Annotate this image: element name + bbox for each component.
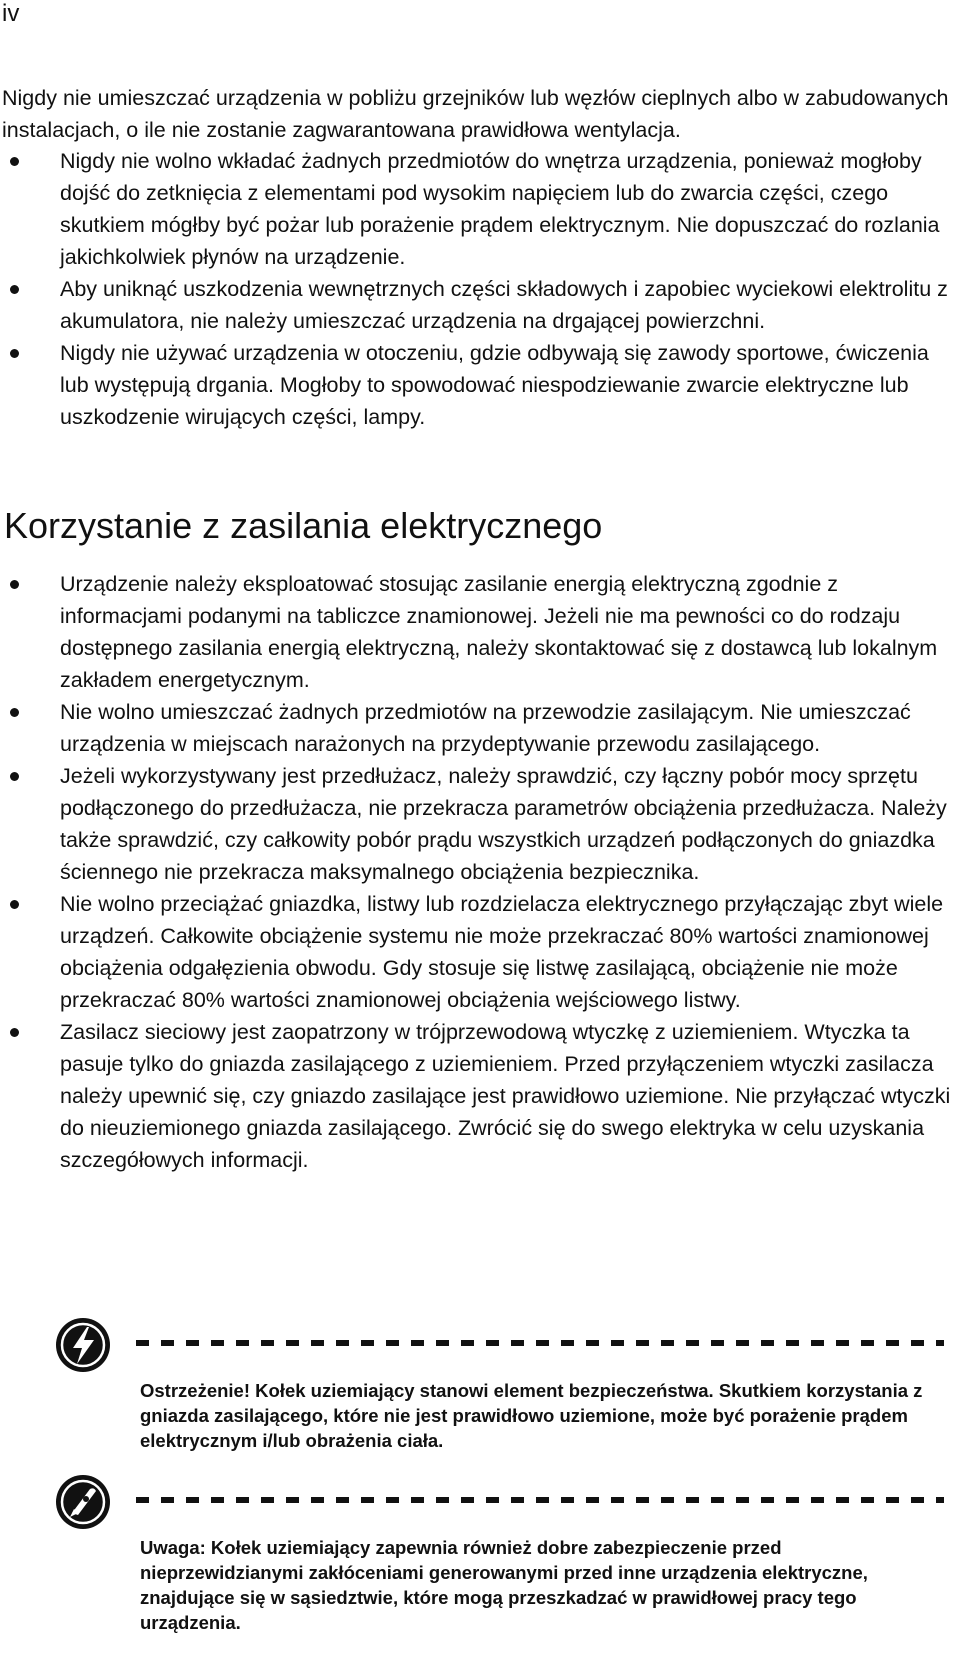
bullet-icon (10, 708, 19, 717)
lightning-bolt-icon (56, 1318, 110, 1372)
list-item (0, 760, 955, 888)
bullet-icon (10, 900, 19, 909)
list-item-text: Nie wolno przeciążać gniazdka, listwy lub rozdzielacza elektrycznego przyłączając zbyt wiele urządzeń. Całkowite obciążenie systemu nie może przekraczać 80% wartości znamionowej obciążenia odgałęzienia obwodu. Gdy stosuje się listwę zasilającą, obciążenie nie może przekraczać 80% wartości znamionowej obciążenia wejściowego listwy. (60, 892, 944, 1012)
bullet-icon (10, 285, 19, 294)
bullet-icon (10, 349, 19, 358)
list-item-text: Urządzenie należy eksploatować stosując zasilanie energią elektryczną zgodnie z informacjami podanymi na tabliczce znamionowej. Jeżeli nie ma pewności co do rodzaju dostępnego zasilania energią elektryczną, należy skontaktować się z dostawcą lub lokalnym zakładem energetycznym. (60, 572, 938, 692)
power-list (0, 568, 955, 1176)
dashed-divider (136, 1340, 944, 1346)
bullet-icon (10, 772, 19, 781)
list-item (0, 888, 955, 1016)
dashed-divider (136, 1497, 944, 1503)
list-item-text: Jeżeli wykorzystywany jest przedłużacz, należy sprawdzić, czy łączny pobór mocy sprzętu podłączonego do przedłużacza, nie przekracza parametrów obciążenia przedłużacza. Należy także sprawdzić, czy całkowity pobór prądu wszystkich urządzeń podłączonych do gniazdka ściennego nie przekracza maksymalnego obciążenia bezpiecznika. (60, 764, 947, 884)
safety-list (0, 145, 955, 433)
list-item-text: Nigdy nie używać urządzenia w otoczeniu, gdzie odbywają się zawody sportowe, ćwiczenia lub występują drgania. Mogłoby to spowodować niespodziewanie zwarcie elektryczne lub uszkodzenie wirujących części, lampy. (60, 341, 929, 429)
bullet-icon (10, 157, 19, 166)
note-notice (0, 1475, 960, 1675)
warning-text: Ostrzeżenie! Kołek uziemiający stanowi element bezpieczeństwa. Skutkiem korzystania z gniazda zasilającego, które nie jest prawidłowo uziemione, może być porażenie prądem elektrycznym i/lub obrażenia ciała. (140, 1380, 923, 1451)
page-number: iv (2, 0, 20, 27)
list-item-text: Nie wolno umieszczać żadnych przedmiotów na przewodzie zasilającym. Nie umieszczać urządzenia w miejscach narażonych na przydeptywanie przewodu zasilającego. (60, 700, 911, 756)
list-item-text: Nigdy nie wolno wkładać żadnych przedmiotów do wnętrza urządzenia, ponieważ mogłoby dojść do zetknięcia z elementami pod wysokim napięciem lub do zwarcia części, czego skutkiem mógłby być pożar lub porażenie prądem elektrycznym. Nie dopuszczać do rozlania jakichkolwiek płynów na urządzenie. (60, 149, 940, 269)
pen-note-icon (56, 1475, 110, 1529)
list-item (0, 273, 955, 337)
list-item-text: Zasilacz sieciowy jest zaopatrzony w trójprzewodową wtyczkę z uziemieniem. Wtyczka ta pasuje tylko do gniazda zasilającego z uziemieniem. Przed przyłączeniem wtyczki zasilacza należy upewnić się, czy gniazdo zasilające jest prawidłowo uziemione. Nie przyłączać wtyczki do nieuziemionego gniazda zasilającego. Zwrócić się do swego elektryka w celu uzyskania szczegółowych informacji. (60, 1020, 951, 1172)
note-text: Uwaga: Kołek uziemiający zapewnia również dobre zabezpieczenie przed nieprzewidzianymi zakłóceniami generowanymi przed inne urządzenia elektryczne, znajdujące się w sąsiedztwie, które mogą przeszkadzać w prawidłowej pracy tego urządzenia. (140, 1537, 868, 1633)
bullet-icon (10, 580, 19, 589)
list-item (0, 145, 955, 273)
intro-paragraph: Nigdy nie umieszczać urządzenia w pobliżu grzejników lub węzłów cieplnych albo w zabudowanych instalacjach, o ile nie zostanie zagwarantowana prawidłowa wentylacja. (2, 86, 949, 142)
list-item-text: Aby uniknąć uszkodzenia wewnętrznych części składowych i zapobiec wyciekowi elektrolitu z akumulatora, nie należy umieszczać urządzenia na drgającej powierzchni. (60, 277, 948, 333)
list-item (0, 696, 955, 760)
list-item (0, 568, 955, 696)
list-item (0, 1016, 955, 1176)
bullet-icon (10, 1028, 19, 1037)
section-title: Korzystanie z zasilania elektrycznego (4, 505, 603, 546)
list-item (0, 337, 955, 433)
